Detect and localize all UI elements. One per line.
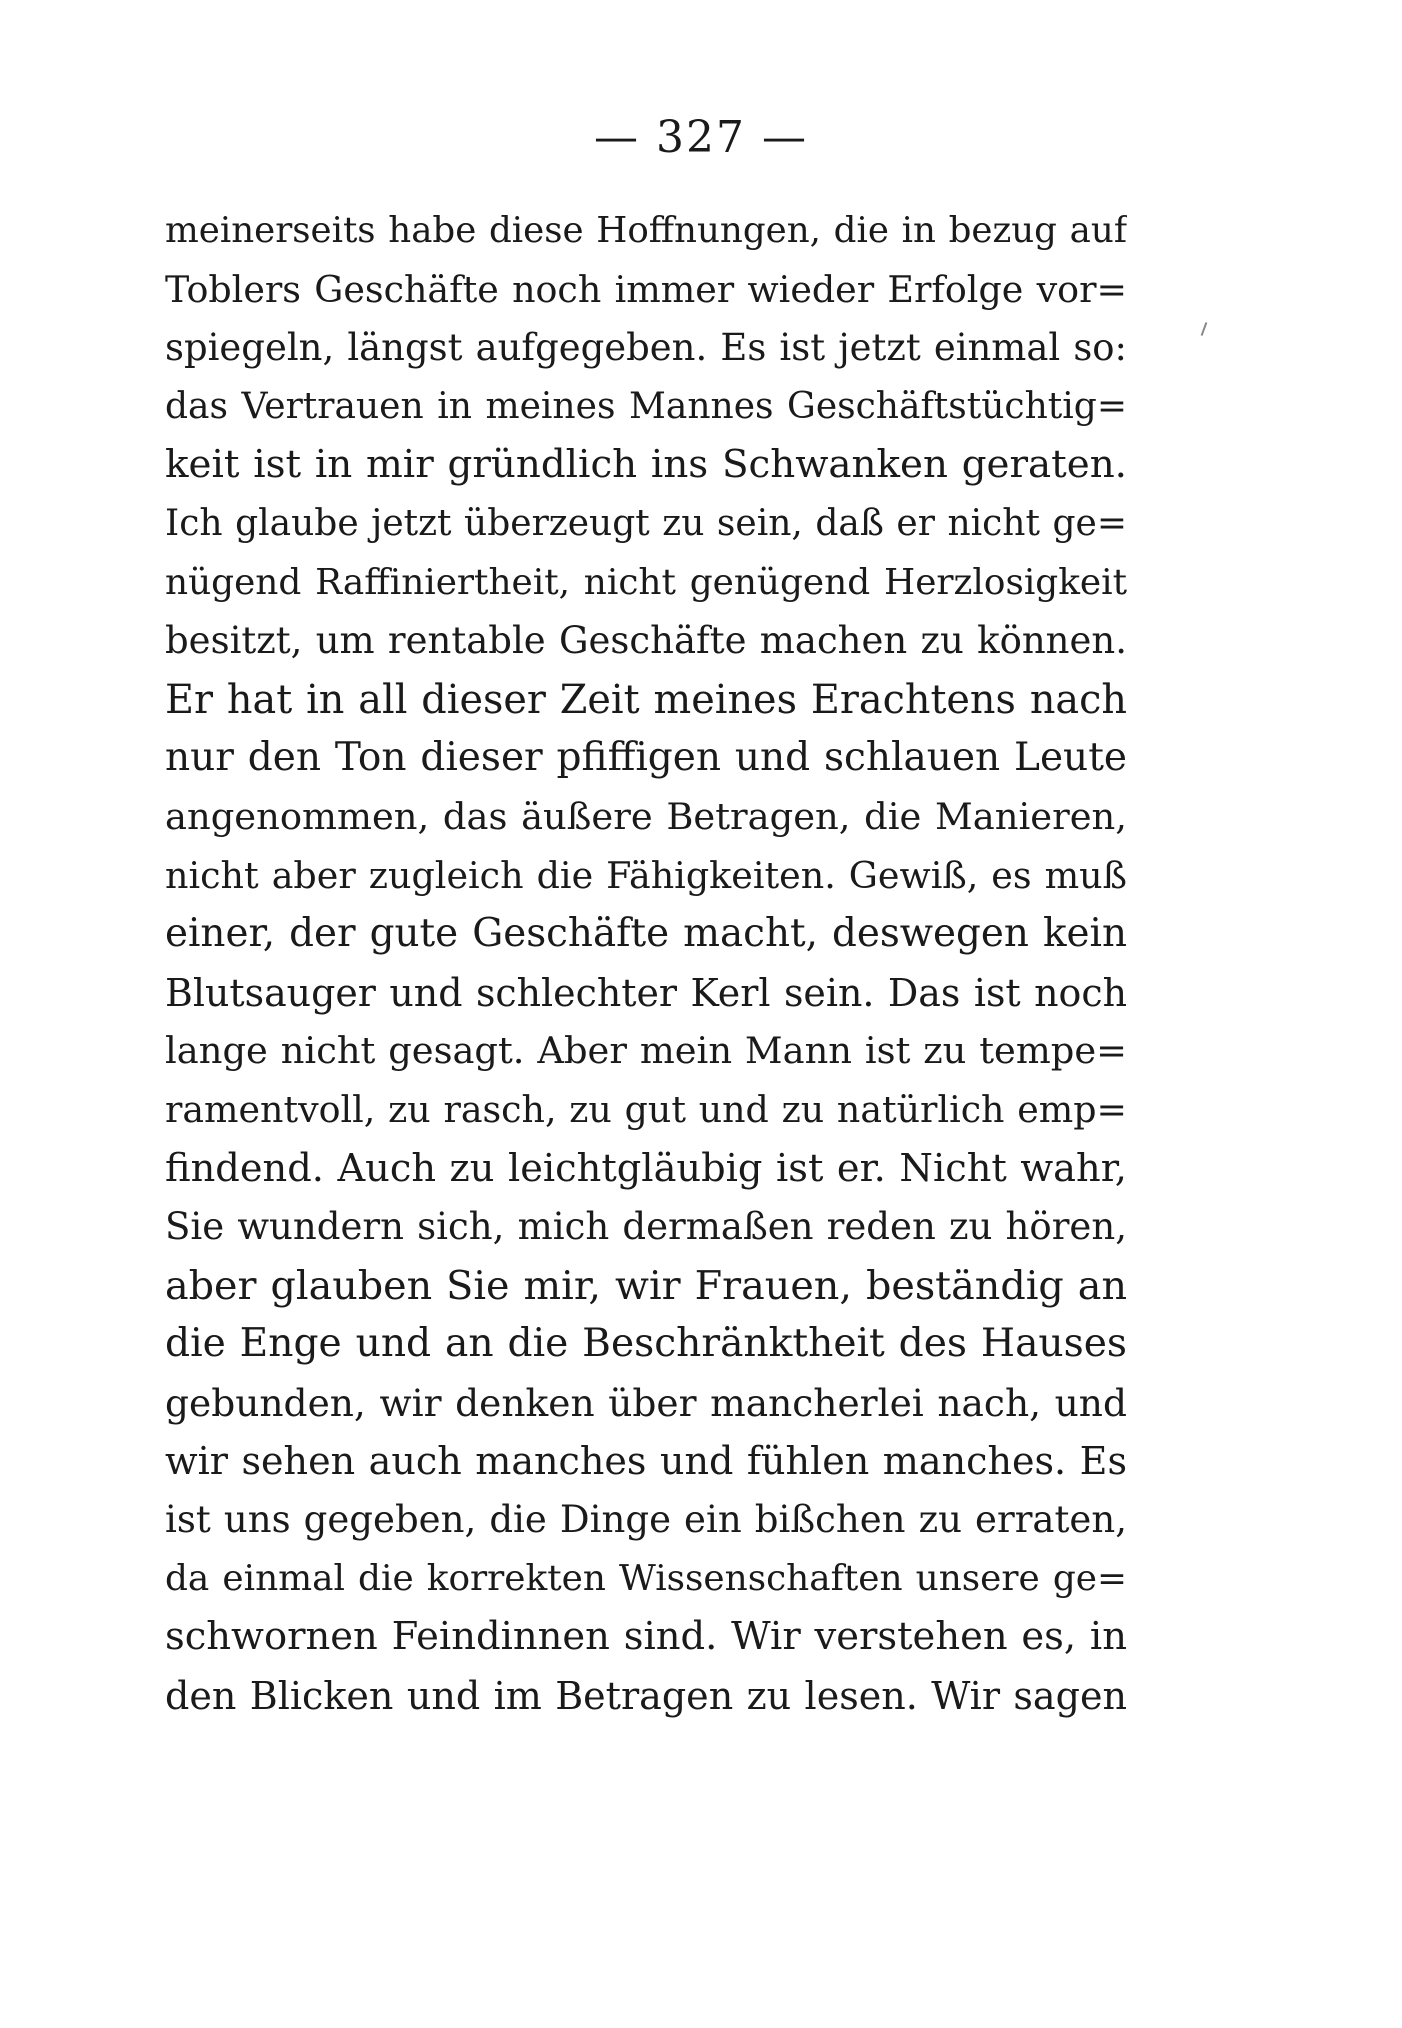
text-line: keit ist in mir gründlich ins Schwanken geraten. — [165, 442, 1127, 488]
text-line: Er hat in all dieser Zeit meines Erachtens nach — [165, 676, 1127, 723]
text-line: spiegeln, längst aufgegeben. Es ist jetzt einmal so: — [165, 326, 1127, 370]
text-line: findend. Auch zu leichtgläubig ist er. Nicht wahr, — [165, 1145, 1127, 1191]
text-line: die Enge und an die Beschränktheit des Hauses — [165, 1321, 1127, 1367]
text-line: Ich glaube jetzt überzeugt zu sein, daß er nicht ge= — [165, 502, 1127, 544]
text-line: ramentvoll, zu rasch, zu gut und zu natürlich emp= — [165, 1087, 1127, 1131]
text-line: angenommen, das äußere Betragen, die Manieren, — [165, 794, 1127, 838]
text-line: nur den Ton dieser pfiffigen und schlauen Leute — [165, 735, 1127, 781]
text-line: nicht aber zugleich die Fähigkeiten. Gewiß, es muß — [165, 853, 1127, 897]
text-line: Sie wundern sich, mich dermaßen reden zu hören, — [165, 1205, 1127, 1249]
text-line: schwornen Feindinnen sind. Wir verstehen es, in — [165, 1614, 1127, 1660]
text-line: aber glauben Sie mir, wir Frauen, beständig an — [165, 1262, 1127, 1309]
body-text — [165, 202, 1127, 1725]
text-line: wir sehen auch manches und fühlen manches. Es — [165, 1439, 1127, 1484]
text-line: Blutsauger und schlechter Kerl sein. Das ist noch — [165, 970, 1127, 1015]
text-line: gebunden, wir denken über mancherlei nach, und — [165, 1380, 1127, 1425]
text-line: lange nicht gesagt. Aber mein Mann ist zu tempe= — [165, 1029, 1127, 1073]
text-line: da einmal die korrekten Wissenschaften unsere ge= — [165, 1557, 1127, 1599]
text-line: meinerseits habe diese Hoffnungen, die in bezug auf — [165, 210, 1127, 251]
stray-ink-mark — [1201, 322, 1208, 336]
text-line: Toblers Geschäfte noch immer wieder Erfolge vor= — [165, 267, 1127, 311]
text-line: nügend Raffiniertheit, nicht genügend Herzlosigkeit — [165, 561, 1127, 603]
text-line: besitzt, um rentable Geschäfte machen zu können. — [165, 619, 1127, 663]
page-number: — 327 — — [594, 112, 808, 163]
text-line: das Vertrauen in meines Mannes Geschäftstüchtig= — [165, 385, 1127, 427]
text-line: einer, der gute Geschäfte macht, deswegen kein — [165, 911, 1127, 957]
text-line: den Blicken und im Betragen zu lesen. Wir sagen — [165, 1673, 1127, 1718]
text-line: ist uns gegeben, die Dinge ein bißchen zu erraten, — [165, 1498, 1127, 1542]
